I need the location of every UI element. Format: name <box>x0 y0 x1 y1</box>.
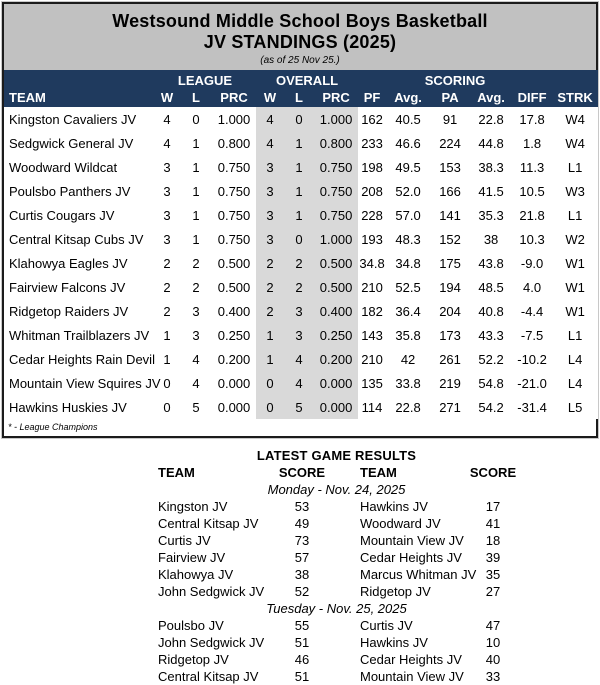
standings-row <box>4 179 598 203</box>
team-name: Mountain View Squires JV <box>4 371 154 395</box>
stat-value: 0.000 <box>314 395 358 419</box>
day-header-row <box>152 481 521 498</box>
stat-value: 0 <box>180 107 212 131</box>
stat-value: 152 <box>430 227 470 251</box>
stat-value: 1 <box>256 347 284 371</box>
stat-value: 233 <box>358 131 386 155</box>
stat-value: 0.200 <box>212 347 256 371</box>
stat-value: 1.8 <box>512 131 552 155</box>
standings-row <box>4 347 598 371</box>
stat-value: 3 <box>154 227 180 251</box>
stat-value: 3 <box>284 299 314 323</box>
stat-value: 1.000 <box>212 107 256 131</box>
stat-value: 1 <box>256 323 284 347</box>
stat-value: 1 <box>180 179 212 203</box>
game-team: John Sedgwick JV <box>158 584 265 599</box>
stat-value: 2 <box>256 299 284 323</box>
game-score: 53 <box>294 499 310 514</box>
stat-value: 4 <box>256 131 284 155</box>
stat-value: 38.3 <box>470 155 512 179</box>
column-header-stat: L <box>180 88 212 107</box>
stat-value: 1 <box>284 155 314 179</box>
results-column-header-row <box>152 464 521 481</box>
results-title: LATEST GAME RESULTS <box>256 448 417 463</box>
stat-value: 38 <box>470 227 512 251</box>
results-table <box>152 447 521 685</box>
standings-column-header-row <box>4 88 598 107</box>
stat-value: 43.3 <box>470 323 512 347</box>
column-header-team: TEAM <box>4 88 154 107</box>
standings-body <box>4 107 598 419</box>
stat-value: 143 <box>358 323 386 347</box>
column-header-stat: W <box>154 88 180 107</box>
game-score: 47 <box>485 618 501 633</box>
stat-value: 0.800 <box>314 131 358 155</box>
stat-value: L1 <box>552 155 598 179</box>
stat-value: 4 <box>256 107 284 131</box>
as-of-date: (as of 25 Nov 25.) <box>260 55 340 66</box>
stat-value: 43.8 <box>470 251 512 275</box>
stat-value: 1 <box>180 155 212 179</box>
team-name: Whitman Trailblazers JV <box>4 323 154 347</box>
stat-value: 42 <box>386 347 430 371</box>
results-col-score-2: SCORE <box>469 465 517 480</box>
stat-value: 46.6 <box>386 131 430 155</box>
stat-value: W3 <box>552 179 598 203</box>
stat-value: 5 <box>180 395 212 419</box>
stat-value: 52.5 <box>386 275 430 299</box>
stat-value: 4 <box>284 347 314 371</box>
stat-value: 0.250 <box>314 323 358 347</box>
game-score: 17 <box>485 499 501 514</box>
stat-value: 4 <box>180 371 212 395</box>
stat-value: 1 <box>154 323 180 347</box>
stat-value: 153 <box>430 155 470 179</box>
standings-row <box>4 131 598 155</box>
stat-value: W1 <box>552 299 598 323</box>
game-team: Fairview JV <box>158 550 226 565</box>
day-label: Tuesday - Nov. 25, 2025 <box>266 601 407 616</box>
stat-value: 0.750 <box>212 227 256 251</box>
stat-value: 36.4 <box>386 299 430 323</box>
stat-value: W1 <box>552 275 598 299</box>
stat-value: L4 <box>552 371 598 395</box>
stat-value: 0.400 <box>212 299 256 323</box>
stat-value: 1 <box>180 203 212 227</box>
game-team: Poulsbo JV <box>158 618 224 633</box>
stat-value: 2 <box>256 251 284 275</box>
stat-value: 162 <box>358 107 386 131</box>
standings-row <box>4 371 598 395</box>
game-team: Hawkins JV <box>360 499 428 514</box>
stat-value: 34.8 <box>358 251 386 275</box>
stat-value: W4 <box>552 131 598 155</box>
stat-value: -4.4 <box>512 299 552 323</box>
game-score: 35 <box>485 567 501 582</box>
stat-value: 3 <box>154 179 180 203</box>
stat-value: 2 <box>180 275 212 299</box>
results-col-team-1: TEAM <box>158 465 195 480</box>
stat-value: 0 <box>284 107 314 131</box>
stat-value: 141 <box>430 203 470 227</box>
standings-row <box>4 299 598 323</box>
game-team: Mountain View JV <box>360 533 464 548</box>
column-header-stat: PF <box>358 88 386 107</box>
group-header-overall: OVERALL <box>256 70 358 88</box>
stat-value: 0.750 <box>212 179 256 203</box>
game-team: Marcus Whitman JV <box>360 567 477 582</box>
stat-value: W2 <box>552 227 598 251</box>
column-header-stat: Avg. <box>386 88 430 107</box>
page-title-line1: Westsound Middle School Boys Basketball <box>112 11 488 31</box>
game-score: 38 <box>294 567 310 582</box>
stat-value: 0.000 <box>212 371 256 395</box>
team-name: Klahowya Eagles JV <box>4 251 154 275</box>
day-label: Monday - Nov. 24, 2025 <box>267 482 406 497</box>
game-score: 41 <box>485 516 501 531</box>
results-col-team-2: TEAM <box>360 465 397 480</box>
stat-value: W4 <box>552 107 598 131</box>
game-score: 39 <box>485 550 501 565</box>
game-score: 27 <box>485 584 501 599</box>
team-name: Fairview Falcons JV <box>4 275 154 299</box>
standings-row <box>4 323 598 347</box>
stat-value: -7.5 <box>512 323 552 347</box>
group-header-spacer <box>4 70 154 88</box>
stat-value: 228 <box>358 203 386 227</box>
stat-value: 22.8 <box>386 395 430 419</box>
stat-value: 0.750 <box>212 155 256 179</box>
stat-value: 2 <box>154 299 180 323</box>
stat-value: 91 <box>430 107 470 131</box>
standings-table <box>4 70 598 419</box>
stat-value: 0 <box>256 395 284 419</box>
stat-value: 35.3 <box>470 203 512 227</box>
stat-value: 261 <box>430 347 470 371</box>
game-score: 46 <box>294 652 310 667</box>
column-header-stat: Avg. <box>470 88 512 107</box>
game-score: 55 <box>294 618 310 633</box>
stat-value: 0.000 <box>212 395 256 419</box>
stat-value: 0.000 <box>314 371 358 395</box>
stat-value: 224 <box>430 131 470 155</box>
team-name: Ridgetop Raiders JV <box>4 299 154 323</box>
stat-value: 57.0 <box>386 203 430 227</box>
game-row <box>152 566 521 583</box>
game-team: John Sedgwick JV <box>158 635 265 650</box>
stat-value: 4 <box>154 107 180 131</box>
stat-value: L5 <box>552 395 598 419</box>
stat-value: 3 <box>154 155 180 179</box>
stat-value: 0.500 <box>212 275 256 299</box>
game-score: 73 <box>294 533 310 548</box>
column-header-stat: PA <box>430 88 470 107</box>
stat-value: 1 <box>154 347 180 371</box>
stat-value: 210 <box>358 275 386 299</box>
stat-value: 40.8 <box>470 299 512 323</box>
game-team: Hawkins JV <box>360 635 428 650</box>
game-team: Ridgetop JV <box>158 652 229 667</box>
day-header-row <box>152 600 521 617</box>
column-header-stat: DIFF <box>512 88 552 107</box>
game-row <box>152 651 521 668</box>
stat-value: 3 <box>256 227 284 251</box>
stat-value: 10.3 <box>512 227 552 251</box>
stat-value: 1 <box>284 203 314 227</box>
stat-value: 135 <box>358 371 386 395</box>
stat-value: -10.2 <box>512 347 552 371</box>
stat-value: 0.400 <box>314 299 358 323</box>
team-name: Poulsbo Panthers JV <box>4 179 154 203</box>
stat-value: 0.800 <box>212 131 256 155</box>
game-score: 18 <box>485 533 501 548</box>
game-row <box>152 498 521 515</box>
stat-value: L1 <box>552 323 598 347</box>
stat-value: 11.3 <box>512 155 552 179</box>
game-score: 57 <box>294 550 310 565</box>
stat-value: 48.5 <box>470 275 512 299</box>
game-row <box>152 583 521 600</box>
game-row <box>152 549 521 566</box>
game-score: 33 <box>485 669 501 684</box>
stat-value: 54.2 <box>470 395 512 419</box>
stat-value: 34.8 <box>386 251 430 275</box>
stat-value: 54.8 <box>470 371 512 395</box>
stat-value: 0.750 <box>314 179 358 203</box>
stat-value: 198 <box>358 155 386 179</box>
stat-value: 0.200 <box>314 347 358 371</box>
game-team: Ridgetop JV <box>360 584 431 599</box>
stat-value: -9.0 <box>512 251 552 275</box>
team-name: Curtis Cougars JV <box>4 203 154 227</box>
game-score: 49 <box>294 516 310 531</box>
stat-value: 41.5 <box>470 179 512 203</box>
stat-value: 40.5 <box>386 107 430 131</box>
stat-value: 5 <box>284 395 314 419</box>
stat-value: 194 <box>430 275 470 299</box>
stat-value: 182 <box>358 299 386 323</box>
game-team: Mountain View JV <box>360 669 464 684</box>
team-name: Cedar Heights Rain Devil <box>4 347 154 371</box>
stat-value: 1 <box>180 131 212 155</box>
game-row <box>152 532 521 549</box>
stat-value: 114 <box>358 395 386 419</box>
standings-row <box>4 203 598 227</box>
stat-value: 2 <box>154 275 180 299</box>
stat-value: 0.250 <box>212 323 256 347</box>
stat-value: 52.0 <box>386 179 430 203</box>
stat-value: L1 <box>552 203 598 227</box>
game-score: 40 <box>485 652 501 667</box>
stat-value: -21.0 <box>512 371 552 395</box>
stat-value: 52.2 <box>470 347 512 371</box>
group-header-league: LEAGUE <box>154 70 256 88</box>
standings-row <box>4 155 598 179</box>
team-name: Sedgwick General JV <box>4 131 154 155</box>
column-header-stat: L <box>284 88 314 107</box>
standings-board <box>2 2 598 438</box>
stat-value: 0.500 <box>314 275 358 299</box>
stat-value: L4 <box>552 347 598 371</box>
results-title-row <box>152 447 521 464</box>
stat-value: 1.000 <box>314 107 358 131</box>
stat-value: 21.8 <box>512 203 552 227</box>
standings-row <box>4 395 598 419</box>
team-name: Hawkins Huskies JV <box>4 395 154 419</box>
stat-value: 0 <box>284 227 314 251</box>
game-team: Kingston JV <box>158 499 228 514</box>
standings-row <box>4 227 598 251</box>
stat-value: 3 <box>256 203 284 227</box>
stat-value: 1 <box>180 227 212 251</box>
stat-value: 17.8 <box>512 107 552 131</box>
game-team: Curtis JV <box>158 533 211 548</box>
game-row <box>152 634 521 651</box>
standings-row <box>4 107 598 131</box>
game-row <box>152 617 521 634</box>
title-block <box>4 4 596 70</box>
stat-value: 22.8 <box>470 107 512 131</box>
stat-value: 219 <box>430 371 470 395</box>
stat-value: 48.3 <box>386 227 430 251</box>
stat-value: 2 <box>180 251 212 275</box>
stat-value: 3 <box>154 203 180 227</box>
stat-value: 175 <box>430 251 470 275</box>
stat-value: 166 <box>430 179 470 203</box>
stat-value: 173 <box>430 323 470 347</box>
game-team: Cedar Heights JV <box>360 550 462 565</box>
stat-value: 1 <box>284 131 314 155</box>
stat-value: 208 <box>358 179 386 203</box>
game-row <box>152 515 521 532</box>
stat-value: 3 <box>256 155 284 179</box>
group-header-scoring: SCORING <box>358 70 552 88</box>
stat-value: 204 <box>430 299 470 323</box>
stat-value: 210 <box>358 347 386 371</box>
column-header-stat: PRC <box>212 88 256 107</box>
results-col-score-1: SCORE <box>278 465 326 480</box>
game-score: 51 <box>294 669 310 684</box>
stat-value: 0.750 <box>314 155 358 179</box>
page-title-line2: JV STANDINGS (2025) <box>203 32 397 52</box>
stat-value: 2 <box>284 251 314 275</box>
game-team: Central Kitsap JV <box>158 516 259 531</box>
standings-row <box>4 251 598 275</box>
stat-value: 0.500 <box>212 251 256 275</box>
stat-value: 2 <box>284 275 314 299</box>
column-header-stat: W <box>256 88 284 107</box>
stat-value: 3 <box>284 323 314 347</box>
team-name: Central Kitsap Cubs JV <box>4 227 154 251</box>
stat-value: 3 <box>256 179 284 203</box>
stat-value: 271 <box>430 395 470 419</box>
stat-value: 44.8 <box>470 131 512 155</box>
game-score: 51 <box>294 635 310 650</box>
stat-value: 0.750 <box>212 203 256 227</box>
column-header-stat: PRC <box>314 88 358 107</box>
standings-group-header-row <box>4 70 598 88</box>
stat-value: 193 <box>358 227 386 251</box>
team-name: Kingston Cavaliers JV <box>4 107 154 131</box>
game-team: Central Kitsap JV <box>158 669 259 684</box>
stat-value: 4.0 <box>512 275 552 299</box>
stat-value: -31.4 <box>512 395 552 419</box>
stat-value: 4 <box>180 347 212 371</box>
game-team: Woodward JV <box>360 516 441 531</box>
game-team: Curtis JV <box>360 618 413 633</box>
game-score: 10 <box>485 635 501 650</box>
team-name: Woodward Wildcat <box>4 155 154 179</box>
stat-value: 35.8 <box>386 323 430 347</box>
game-row <box>152 668 521 685</box>
latest-game-results-section <box>152 447 600 685</box>
stat-value: 33.8 <box>386 371 430 395</box>
stat-value: 10.5 <box>512 179 552 203</box>
standings-row <box>4 275 598 299</box>
stat-value: 0.500 <box>314 251 358 275</box>
stat-value: 0 <box>154 395 180 419</box>
stat-value: 4 <box>154 131 180 155</box>
group-header-spacer <box>552 70 598 88</box>
stat-value: 1.000 <box>314 227 358 251</box>
column-header-stat: STRK <box>552 88 598 107</box>
game-team: Klahowya JV <box>158 567 234 582</box>
stat-value: 1 <box>284 179 314 203</box>
stat-value: 3 <box>180 299 212 323</box>
stat-value: 3 <box>180 323 212 347</box>
league-champions-footnote: * - League Champions <box>4 419 596 436</box>
stat-value: 2 <box>154 251 180 275</box>
stat-value: 49.5 <box>386 155 430 179</box>
game-team: Cedar Heights JV <box>360 652 462 667</box>
stat-value: 0 <box>154 371 180 395</box>
stat-value: 0.750 <box>314 203 358 227</box>
stat-value: 4 <box>284 371 314 395</box>
stat-value: 2 <box>256 275 284 299</box>
game-score: 52 <box>294 584 310 599</box>
stat-value: 0 <box>256 371 284 395</box>
results-body <box>152 481 521 685</box>
stat-value: W1 <box>552 251 598 275</box>
